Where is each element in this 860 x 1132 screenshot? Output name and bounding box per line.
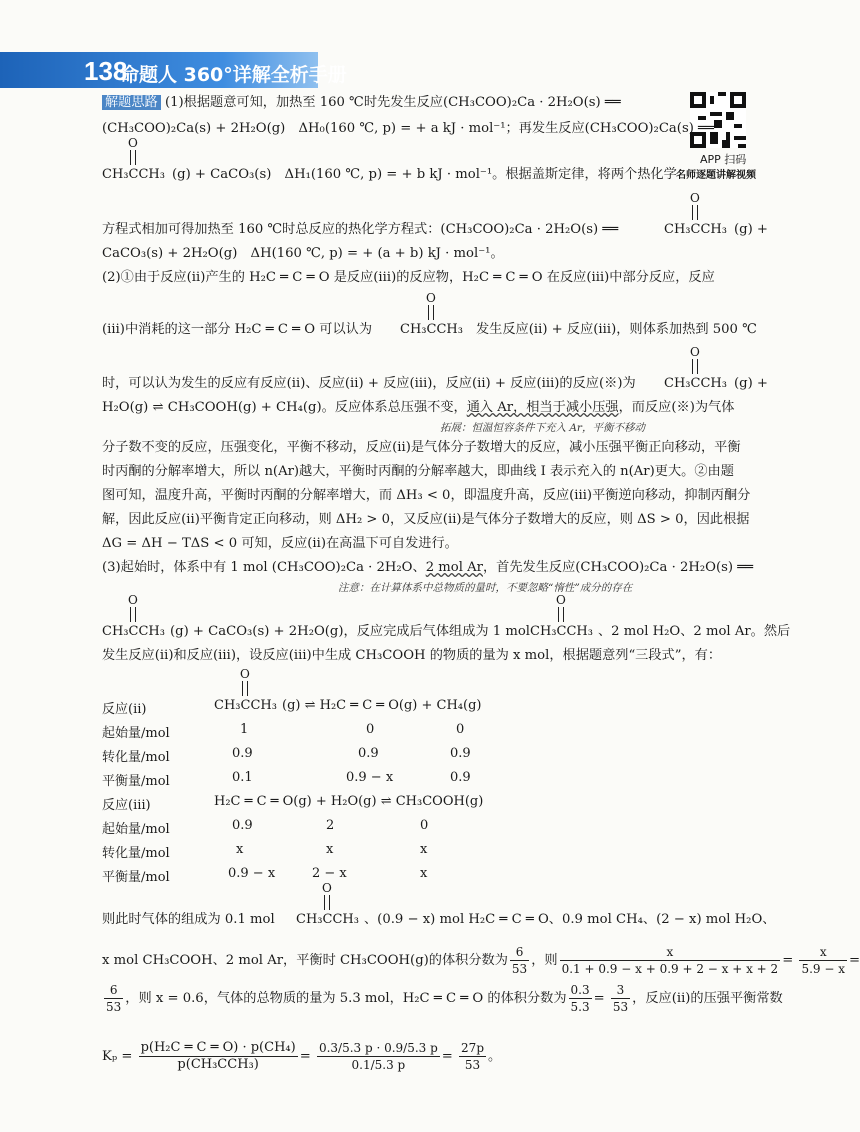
text-line-18b: 、(0.9 − x) mol H₂C ═ C ═ O、0.9 mol CH₄、(2 − x) mol H₂O、 — [364, 912, 776, 927]
table-cell: x — [420, 842, 428, 857]
ketone-formula: O CH₃CCH₃ — [296, 881, 359, 927]
text-line-13: 解，因此反应(ⅱ)平衡肯定正向移动，则 ΔH₂ > 0，又反应(ⅱ)是气体分子数增大的反应，则 ΔS > 0，因此根据 — [102, 512, 750, 527]
text-line-16a: (g) + CaCO₃(s) + 2H₂O(g)，反应完成后气体组成为 1 mol — [170, 624, 531, 639]
reaction-iii-label: 反应(ⅲ) — [102, 798, 151, 813]
text-line-19: x mol CH₃COOH、2 mol Ar，平衡时 CH₃COOH(g)的体积分数为 $\frac{6}{53}$ ，则 $\frac{x}{0.1 + 0.9 - x + 0.9 + 2 - x + x + 2}$ = $\frac{x}{5.9 - x}$ = — [102, 945, 860, 976]
ketone-formula: O CH₃CCH₃ — [214, 667, 277, 713]
text-line-15: (3)起始时，体系中有 1 mol (CH₃COO)₂Ca · 2H₂O、2 mol Ar，首先发生反应(CH₃COO)₂Ca · 2H₂O(s) ══ — [102, 560, 754, 575]
table-cell: 0 — [420, 818, 429, 833]
ketone-formula: O CH₃CCH₃ — [102, 593, 165, 639]
table-cell: 0.9 — [232, 746, 253, 761]
table-row-label: 转化量/mol — [102, 846, 170, 861]
text-line-18a: 则此时气体的组成为 0.1 mol — [102, 912, 275, 927]
table-cell: x — [236, 842, 244, 857]
note-expansion: 拓展：恒温恒容条件下充入 Ar，平衡不移动 — [440, 422, 645, 434]
reaction-ii-equation: (g) ⇌ H₂C ═ C ═ O(g) + CH₄(g) — [282, 698, 482, 713]
text-line-4: 方程式相加可得加热至 160 ℃时总反应的热化学方程式：(CH₃COO)₂Ca · 2H₂O(s) ══ — [102, 222, 619, 237]
ketone-formula: O CH₃CCH₃ — [530, 593, 593, 639]
table-row-label: 起始量/mol — [102, 726, 170, 741]
note-attention: 注意：在计算体系中总物质的量时，不要忽略“惰性”成分的存在 — [338, 582, 633, 594]
page-number: 138 — [84, 56, 128, 86]
text-line-9: H₂O(g) ⇌ CH₃COOH(g) + CH₄(g)。反应体系总压强不变，通入 Ar，相当于减小压强，而反应(※)为气体 — [102, 400, 735, 415]
text-line-10: 分子数不变的反应，压强变化，平衡不移动，反应(ⅱ)是气体分子数增大的反应，减小压强平衡正向移动，平衡 — [102, 440, 741, 455]
table-cell: x — [420, 866, 428, 881]
ketone-formula: O CH₃CCH₃ — [102, 136, 165, 182]
table-cell: 2 − x — [312, 866, 347, 881]
text-line-16b: 、2 mol H₂O、2 mol Ar。然后 — [598, 624, 791, 639]
text-line-1: 解题思路 (1)根据题意可知，加热至 160 ℃时先发生反应(CH₃COO)₂Ca · 2H₂O(s) ══ — [102, 95, 621, 111]
kp-expression: Kₚ = $\frac{\text{p(H₂C ═ C ═ O) · p(CH₄)}}{\text{p(CH₃CCH₃)}}$ = $\frac{0.3/5.3 p \cdot 0.9/5.3 p}{0.1/5.3 p}$ = $\frac{27p}{53}$ 。 — [102, 1040, 502, 1072]
text-line-8b: (g) + — [734, 376, 768, 391]
text-line-8a: 时，可以认为发生的反应有反应(ⅱ)、反应(ⅱ) + 反应(ⅲ)，反应(ⅱ) + 反应(ⅲ)的反应(※)为 — [102, 376, 636, 391]
qr-caption-video: 名师逐题讲解视频 — [676, 170, 756, 181]
text-line-14: ΔG = ΔH − TΔS < 0 可知，反应(ⅱ)在高温下可自发进行。 — [102, 536, 458, 551]
table-cell: 2 — [326, 818, 335, 833]
text-line-12: 图可知，温度升高，平衡时丙酮的分解率增大，而 ΔH₃ < 0，即温度升高，反应(ⅲ)平衡逆向移动，抑制丙酮分 — [102, 488, 751, 503]
table-cell: 0 — [366, 722, 375, 737]
table-cell: 0.9 — [358, 746, 379, 761]
table-cell: 0.9 — [450, 746, 471, 761]
reaction-ii-label: 反应(ⅱ) — [102, 702, 147, 717]
qr-code[interactable] — [690, 92, 746, 148]
text-line-2: (CH₃COO)₂Ca(s) + 2H₂O(g) ΔH₀(160 ℃, p) = + a kJ · mol⁻¹；再发生反应(CH₃COO)₂Ca(s) ══ — [102, 121, 714, 136]
qr-caption-app: APP 扫码 — [700, 153, 747, 166]
text-line-6: (2)①由于反应(ⅱ)产生的 H₂C ═ C ═ O 是反应(ⅲ)的反应物，H₂C ═ C ═ O 在反应(ⅲ)中部分反应，反应 — [102, 270, 715, 285]
table-cell: 1 — [240, 722, 249, 737]
solution-tag: 解题思路 — [102, 95, 161, 110]
text-line-11: 时丙酮的分解率增大，所以 n(Ar)越大，平衡时丙酮的分解率越大，即曲线 Ⅰ 表示充入的 n(Ar)更大。②由题 — [102, 464, 734, 479]
table-cell: x — [326, 842, 334, 857]
text-line-5: CaCO₃(s) + 2H₂O(g) ΔH(160 ℃, p) = + (a + b) kJ · mol⁻¹。 — [102, 246, 504, 261]
table-row-label: 转化量/mol — [102, 750, 170, 765]
table-cell: 0.9 − x — [346, 770, 394, 785]
table-cell: 0 — [456, 722, 465, 737]
text-line-20: $\frac{6}{53}$ ，则 x = 0.6，气体的总物质的量为 5.3 mol，H₂C ═ C ═ O 的体积分数为 $\frac{0.3}{5.3}$ = $\frac{3}{53}$ ，反应(ⅱ)的压强平衡常数 — [106, 983, 783, 1014]
text-line-7b: 发生反应(ⅱ) + 反应(ⅲ)，则体系加热到 500 ℃ — [476, 322, 757, 337]
table-cell: 0.9 — [232, 818, 253, 833]
table-row-label: 起始量/mol — [102, 822, 170, 837]
table-cell: 0.9 − x — [228, 866, 276, 881]
table-row-label: 平衡量/mol — [102, 774, 170, 789]
text-line-7a: (ⅲ)中消耗的这一部分 H₂C ═ C ═ O 可以认为 — [102, 322, 373, 337]
table-row-label: 平衡量/mol — [102, 870, 170, 885]
table-cell: 0.9 — [450, 770, 471, 785]
text-line-4b: (g) + — [734, 222, 768, 237]
ketone-formula: O CH₃CCH₃ — [664, 345, 727, 391]
table-cell: 0.1 — [232, 770, 253, 785]
ketone-formula: O CH₃CCH₃ — [664, 191, 727, 237]
text-line-3: (g) + CaCO₃(s) ΔH₁(160 ℃, p) = + b kJ · mol⁻¹。根据盖斯定律，将两个热化学 — [172, 167, 677, 182]
reaction-iii-equation: H₂C ═ C ═ O(g) + H₂O(g) ⇌ CH₃COOH(g) — [214, 794, 484, 809]
ketone-formula: O CH₃CCH₃ — [400, 291, 463, 337]
text-line-17: 发生反应(ⅱ)和反应(ⅲ)，设反应(ⅲ)中生成 CH₃COOH 的物质的量为 x mol，根据题意列“三段式”，有： — [102, 648, 722, 663]
book-title: 命题人 360°详解全析手册 — [120, 64, 347, 86]
